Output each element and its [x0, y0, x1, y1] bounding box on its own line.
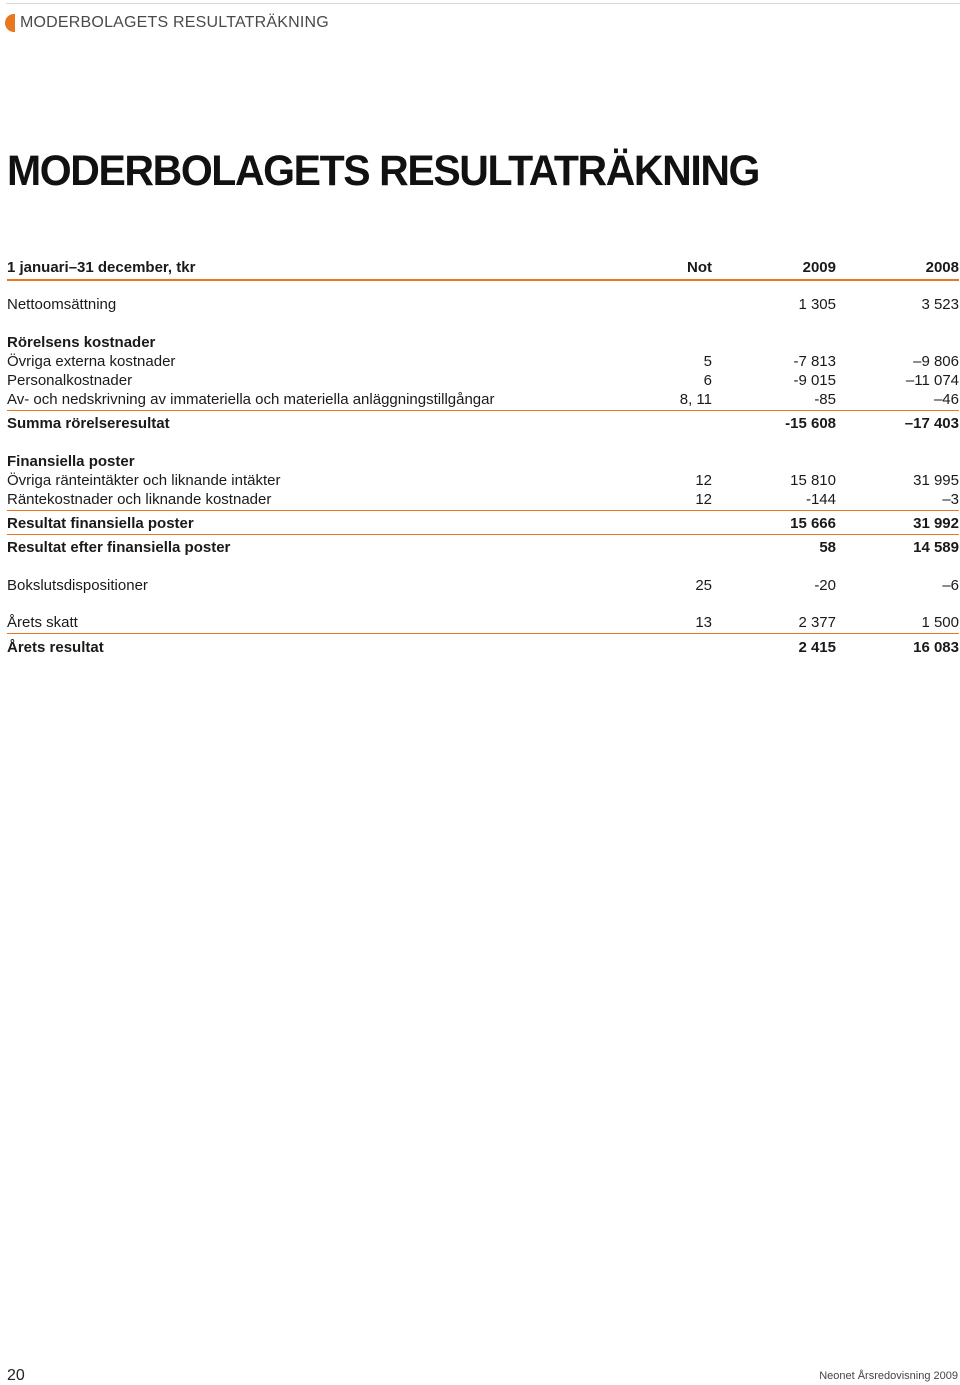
row-value-2009: 2 415: [798, 639, 836, 656]
row-value-2008: –46: [933, 391, 959, 408]
row-value-2008: –9 806: [913, 353, 959, 370]
row-value-2008: –11 074: [905, 372, 959, 389]
top-rule: [6, 3, 960, 4]
row-av-och-nedskrivning: [7, 390, 959, 409]
row-label: Finansiella poster: [7, 453, 135, 470]
row-arets-skatt: [7, 613, 959, 632]
page-number: 20: [7, 1367, 25, 1384]
row-value-2008: 31 992: [913, 515, 959, 532]
row-note: 5: [703, 353, 712, 370]
row-value-2009: 1 305: [798, 296, 836, 313]
row-label: Nettoomsättning: [7, 296, 117, 313]
subtotal-divider: [7, 510, 959, 511]
row-value-2009: 15 666: [790, 515, 836, 532]
section-label: MODERBOLAGETS RESULTATRÄKNING: [20, 14, 329, 31]
row-value-2008: 3 523: [921, 296, 959, 313]
row-label: Övriga ränteintäkter och liknande intäkter: [7, 472, 281, 489]
total-divider: [7, 633, 959, 634]
row-label: Summa rörelseresultat: [7, 415, 170, 432]
row-value-2009: 58: [819, 539, 836, 556]
row-label: Resultat finansiella poster: [7, 515, 194, 532]
row-value-2009: -20: [814, 577, 836, 594]
row-label: Räntekostnader och liknande kostnader: [7, 491, 272, 508]
row-label: Resultat efter finansiella poster: [7, 539, 231, 556]
column-header-note: Not: [687, 259, 712, 276]
row-note: 12: [695, 472, 712, 489]
row-value-2009: -144: [805, 491, 836, 508]
subtotal-divider: [7, 410, 959, 411]
row-value-2008: –6: [942, 577, 959, 594]
row-note: 25: [695, 577, 712, 594]
row-note: 6: [703, 372, 712, 389]
row-nettoomsattning: [7, 295, 959, 314]
row-value-2008: 14 589: [913, 539, 959, 556]
row-ovriga-externa-kostnader: [7, 352, 959, 371]
row-value-2009: 2 377: [798, 614, 836, 631]
row-value-2009: -9 015: [793, 372, 836, 389]
row-label: Personalkostnader: [7, 372, 133, 389]
row-value-2008: 1 500: [921, 614, 959, 631]
row-resultat-efter-finansiella-poster: [7, 538, 959, 557]
header-divider: [7, 279, 959, 281]
row-rorelsens-kostnader: [7, 333, 959, 352]
row-note: 12: [695, 491, 712, 508]
row-value-2009: 15 810: [790, 472, 836, 489]
row-personalkostnader: [7, 371, 959, 390]
row-note: 8, 11: [679, 391, 712, 408]
section-header: [5, 14, 329, 32]
row-summa-rorelseresultat: [7, 414, 959, 433]
row-resultat-finansiella-poster: [7, 514, 959, 533]
row-label: Årets resultat: [7, 639, 104, 656]
section-marker-icon: [5, 14, 15, 32]
row-value-2008: 16 083: [913, 639, 959, 656]
row-label: Bokslutsdispositioner: [7, 577, 148, 594]
row-label: Årets skatt: [7, 614, 78, 631]
column-header-2009: 2009: [802, 259, 836, 276]
row-finansiella-poster: [7, 452, 959, 471]
row-ovriga-ranteintakter: [7, 471, 959, 490]
row-value-2009: -85: [814, 391, 836, 408]
table-header-row: [7, 258, 959, 277]
row-value-2009: -15 608: [785, 415, 836, 432]
row-value-2009: -7 813: [793, 353, 836, 370]
column-header-period: 1 januari–31 december, tkr: [7, 259, 196, 276]
row-label: Rörelsens kostnader: [7, 334, 156, 351]
column-header-2008: 2008: [925, 259, 959, 276]
row-value-2008: –3: [942, 491, 959, 508]
row-note: 13: [695, 614, 712, 631]
row-arets-resultat: [7, 638, 959, 657]
row-label: Övriga externa kostnader: [7, 353, 176, 370]
row-label: Av- och nedskrivning av immateriella och materiella anläggningstillgångar: [7, 391, 495, 408]
row-rantekostnader: [7, 490, 959, 509]
row-value-2008: –17 403: [904, 415, 959, 432]
subtotal-divider: [7, 534, 959, 535]
row-value-2008: 31 995: [913, 472, 959, 489]
publication-name: Neonet Årsredovisning 2009: [819, 1370, 958, 1382]
page-title: MODERBOLAGETS RESULTATRÄKNING: [7, 146, 760, 195]
row-bokslutsdispositioner: [7, 576, 959, 595]
